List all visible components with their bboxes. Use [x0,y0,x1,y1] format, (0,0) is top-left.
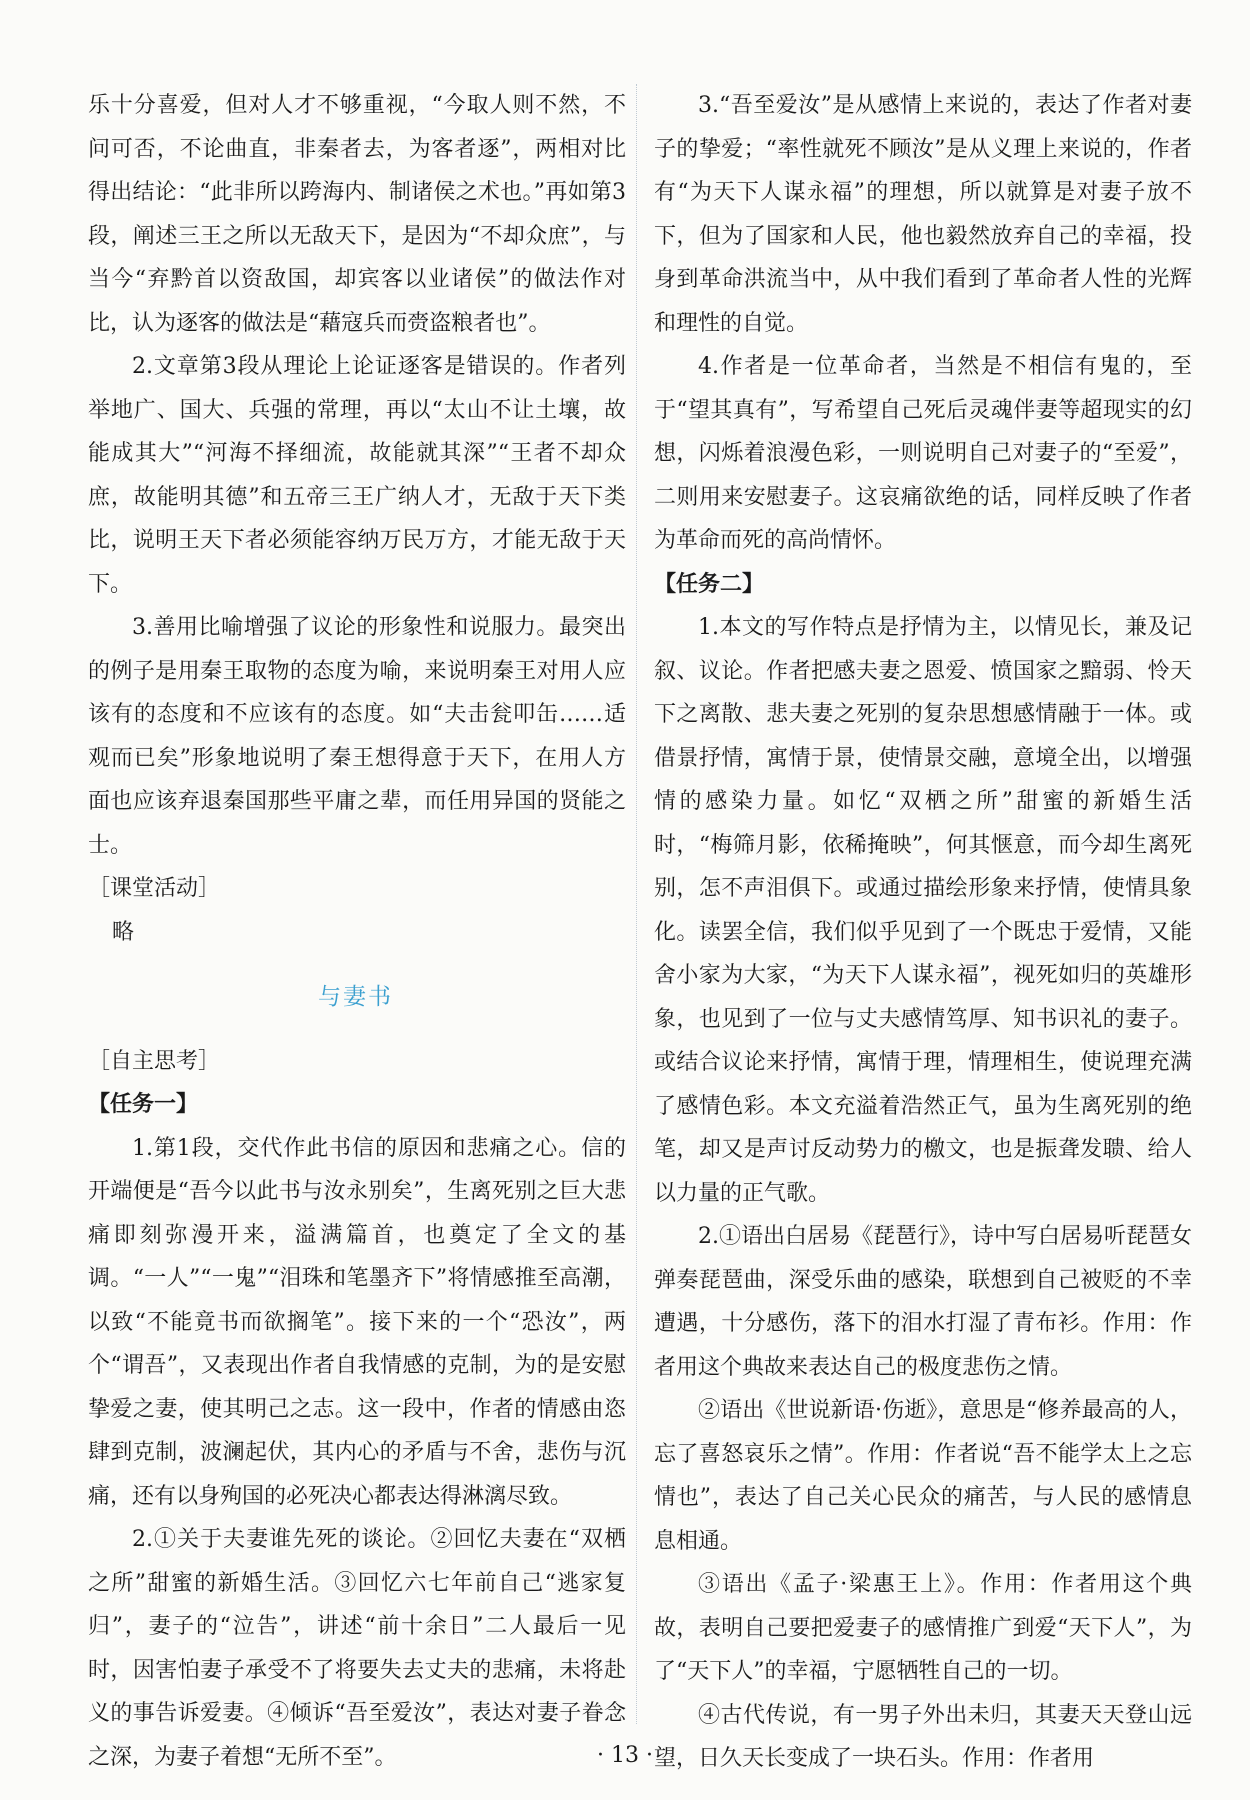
column-divider [636,84,637,1724]
paragraph: ③语出《孟子·梁惠王上》。作用：作者用这个典故，表明自己要把爱妻子的感情推广到爱“天下人”，为了“天下人”的幸福，宁愿牺牲自己的一切。 [654,1572,1192,1684]
paragraph: 3.善用比喻增强了议论的形象性和说服力。最突出的例子是用秦王取物的态度为喻，来说明秦王对用人应该有的态度和不应该有的态度。如“夫击瓮叩缶……适观而已矣”形象地说明了秦王想得意于天下，在用人方面也应该弃退秦国那些平庸之辈，而任用异国的贤能之士。 [88,615,626,858]
paragraph: 1.第1段，交代作此书信的原因和悲痛之心。信的开端便是“吾今以此书与汝永别矣”，生离死别之巨大悲痛即刻弥漫开来，溢满篇首，也奠定了全文的基调。“一人”“一鬼”“泪珠和笔墨齐下”将情感推至高潮，以致“不能竟书而欲搁笔”。接下来的一个“恐汝”，两个“谓吾”，又表现出作者自我情感的克制，为的是安慰挚爱之妻，使其明己之志。这一段中，作者的情感由恣肆到克制，波澜起伏，其内心的矛盾与不舍，悲伤与沉痛，还有以身殉国的必死决心都表达得淋漓尽致。 [88,1135,626,1509]
paragraph: 2.文章第3段从理论上论证逐客是错误的。作者列举地广、国大、兵强的常理，再以“太山不让土壤，故能成其大”“河海不择细流，故能就其深”“王者不却众庶，故能明其德”和五帝三王广纳人才，无敌于天下类比，说明王天下者必须能容纳万民万方，才能无敌于天下。 [88,354,626,597]
page-number: · 13 · [597,1743,653,1768]
activity-label: ［课堂活动］ [88,876,221,901]
paragraph: 2.①关于夫妻谁先死的谈论。②回忆夫妻在“双栖之所”甜蜜的新婚生活。③回忆六七年前自己“逃家复归”，妻子的“泣告”，讲述“前十余日”二人最后一见时，因害怕妻子承受不了将要失去丈夫的悲痛，未将赴义的事告诉爱妻。④倾诉“吾至爱汝”，表达对妻子眷念之深，为妻子着想“无所不至”。 [88,1527,626,1770]
paragraph: ②语出《世说新语·伤逝》，意思是“修养最高的人，忘了喜怒哀乐之情”。作用：作者说“吾不能学太上之忘情也”，表达了自己关心民众的痛苦，与人民的感情息息相通。 [654,1398,1192,1554]
paragraph: 3.“吾至爱汝”是从感情上来说的，表达了作者对妻子的挚爱；“率性就死不顾汝”是从义理上来说的，作者有“为天下人谋永福”的理想，所以就算是对妻子放不下，但为了国家和人民，他也毅然放弃自己的幸福，投身到革命洪流当中，从中我们看到了革命者人性的光辉和理性的自觉。 [654,93,1192,336]
paragraph: 2.①语出白居易《琵琶行》，诗中写白居易听琵琶女弹奏琵琶曲，深受乐曲的感染，联想到自己被贬的不幸遭遇，十分感伤，落下的泪水打湿了青布衫。作用：作者用这个典故来表达自己的极度悲伤之情。 [654,1224,1192,1380]
task1-label: 【任务一】 [88,1091,199,1117]
left-column [88,84,626,1779]
paragraph: 乐十分喜爱，但对人才不够重视，“今取人则不然，不问可否，不论曲直，非秦者去，为客者逐”，两相对比得出结论：“此非所以跨海内、制诸侯之术也。”再如第3段，阐述三王之所以无敌天下，是因为“不却众庶”，与当今“弃黔首以资敌国，却宾客以业诸侯”的做法作对比，认为逐客的做法是“藉寇兵而赍盗粮者也”。 [88,93,626,336]
right-column [654,84,1192,1781]
paragraph: 4.作者是一位革命者，当然是不相信有鬼的，至于“望其真有”，写希望自己死后灵魂伴妻等超现实的幻想，闪烁着浪漫色彩，一则说明自己对妻子的“至爱”，二则用来安慰妻子。这哀痛欲绝的话，同样反映了作者为革命而死的高尚情怀。 [654,354,1192,553]
paragraph: ④古代传说，有一男子外出未归，其妻天天登山远望，日久天长变成了一块石头。作用：作者用 [654,1702,1192,1771]
task2-label: 【任务二】 [654,570,765,597]
section-title: 与妻书 [318,984,393,1010]
paragraph: 1.本文的写作特点是抒情为主，以情见长，兼及记叙、议论。作者把感夫妻之恩爱、愤国家之黯弱、怜天下之离散、悲夫妻之死别的复杂思想感情融于一体。或借景抒情，寓情于景，使情景交融，意境全出，以增强情的感染力量。如忆“双栖之所”甜蜜的新婚生活时，“梅筛月影，依稀掩映”，何其惬意，而今却生离死别，怎不声泪俱下。或通过描绘形象来抒情，使情具象化。读罢全信，我们似乎见到了一个既忠于爱情，又能舍小家为大家，“为天下人谋永福”，视死如归的英雄形象，也见到了一位与丈夫感情笃厚、知书识礼的妻子。或结合议论来抒情，寓情于理，情理相生，使说理充满了感情色彩。本文充溢着浩然正气，虽为生离死别的绝笔，却又是声讨反动势力的檄文，也是振聋发聩、给人以力量的正气歌。 [654,615,1192,1206]
self-think-label: ［自主思考］ [88,1048,221,1074]
activity-text: 略 [112,919,135,945]
